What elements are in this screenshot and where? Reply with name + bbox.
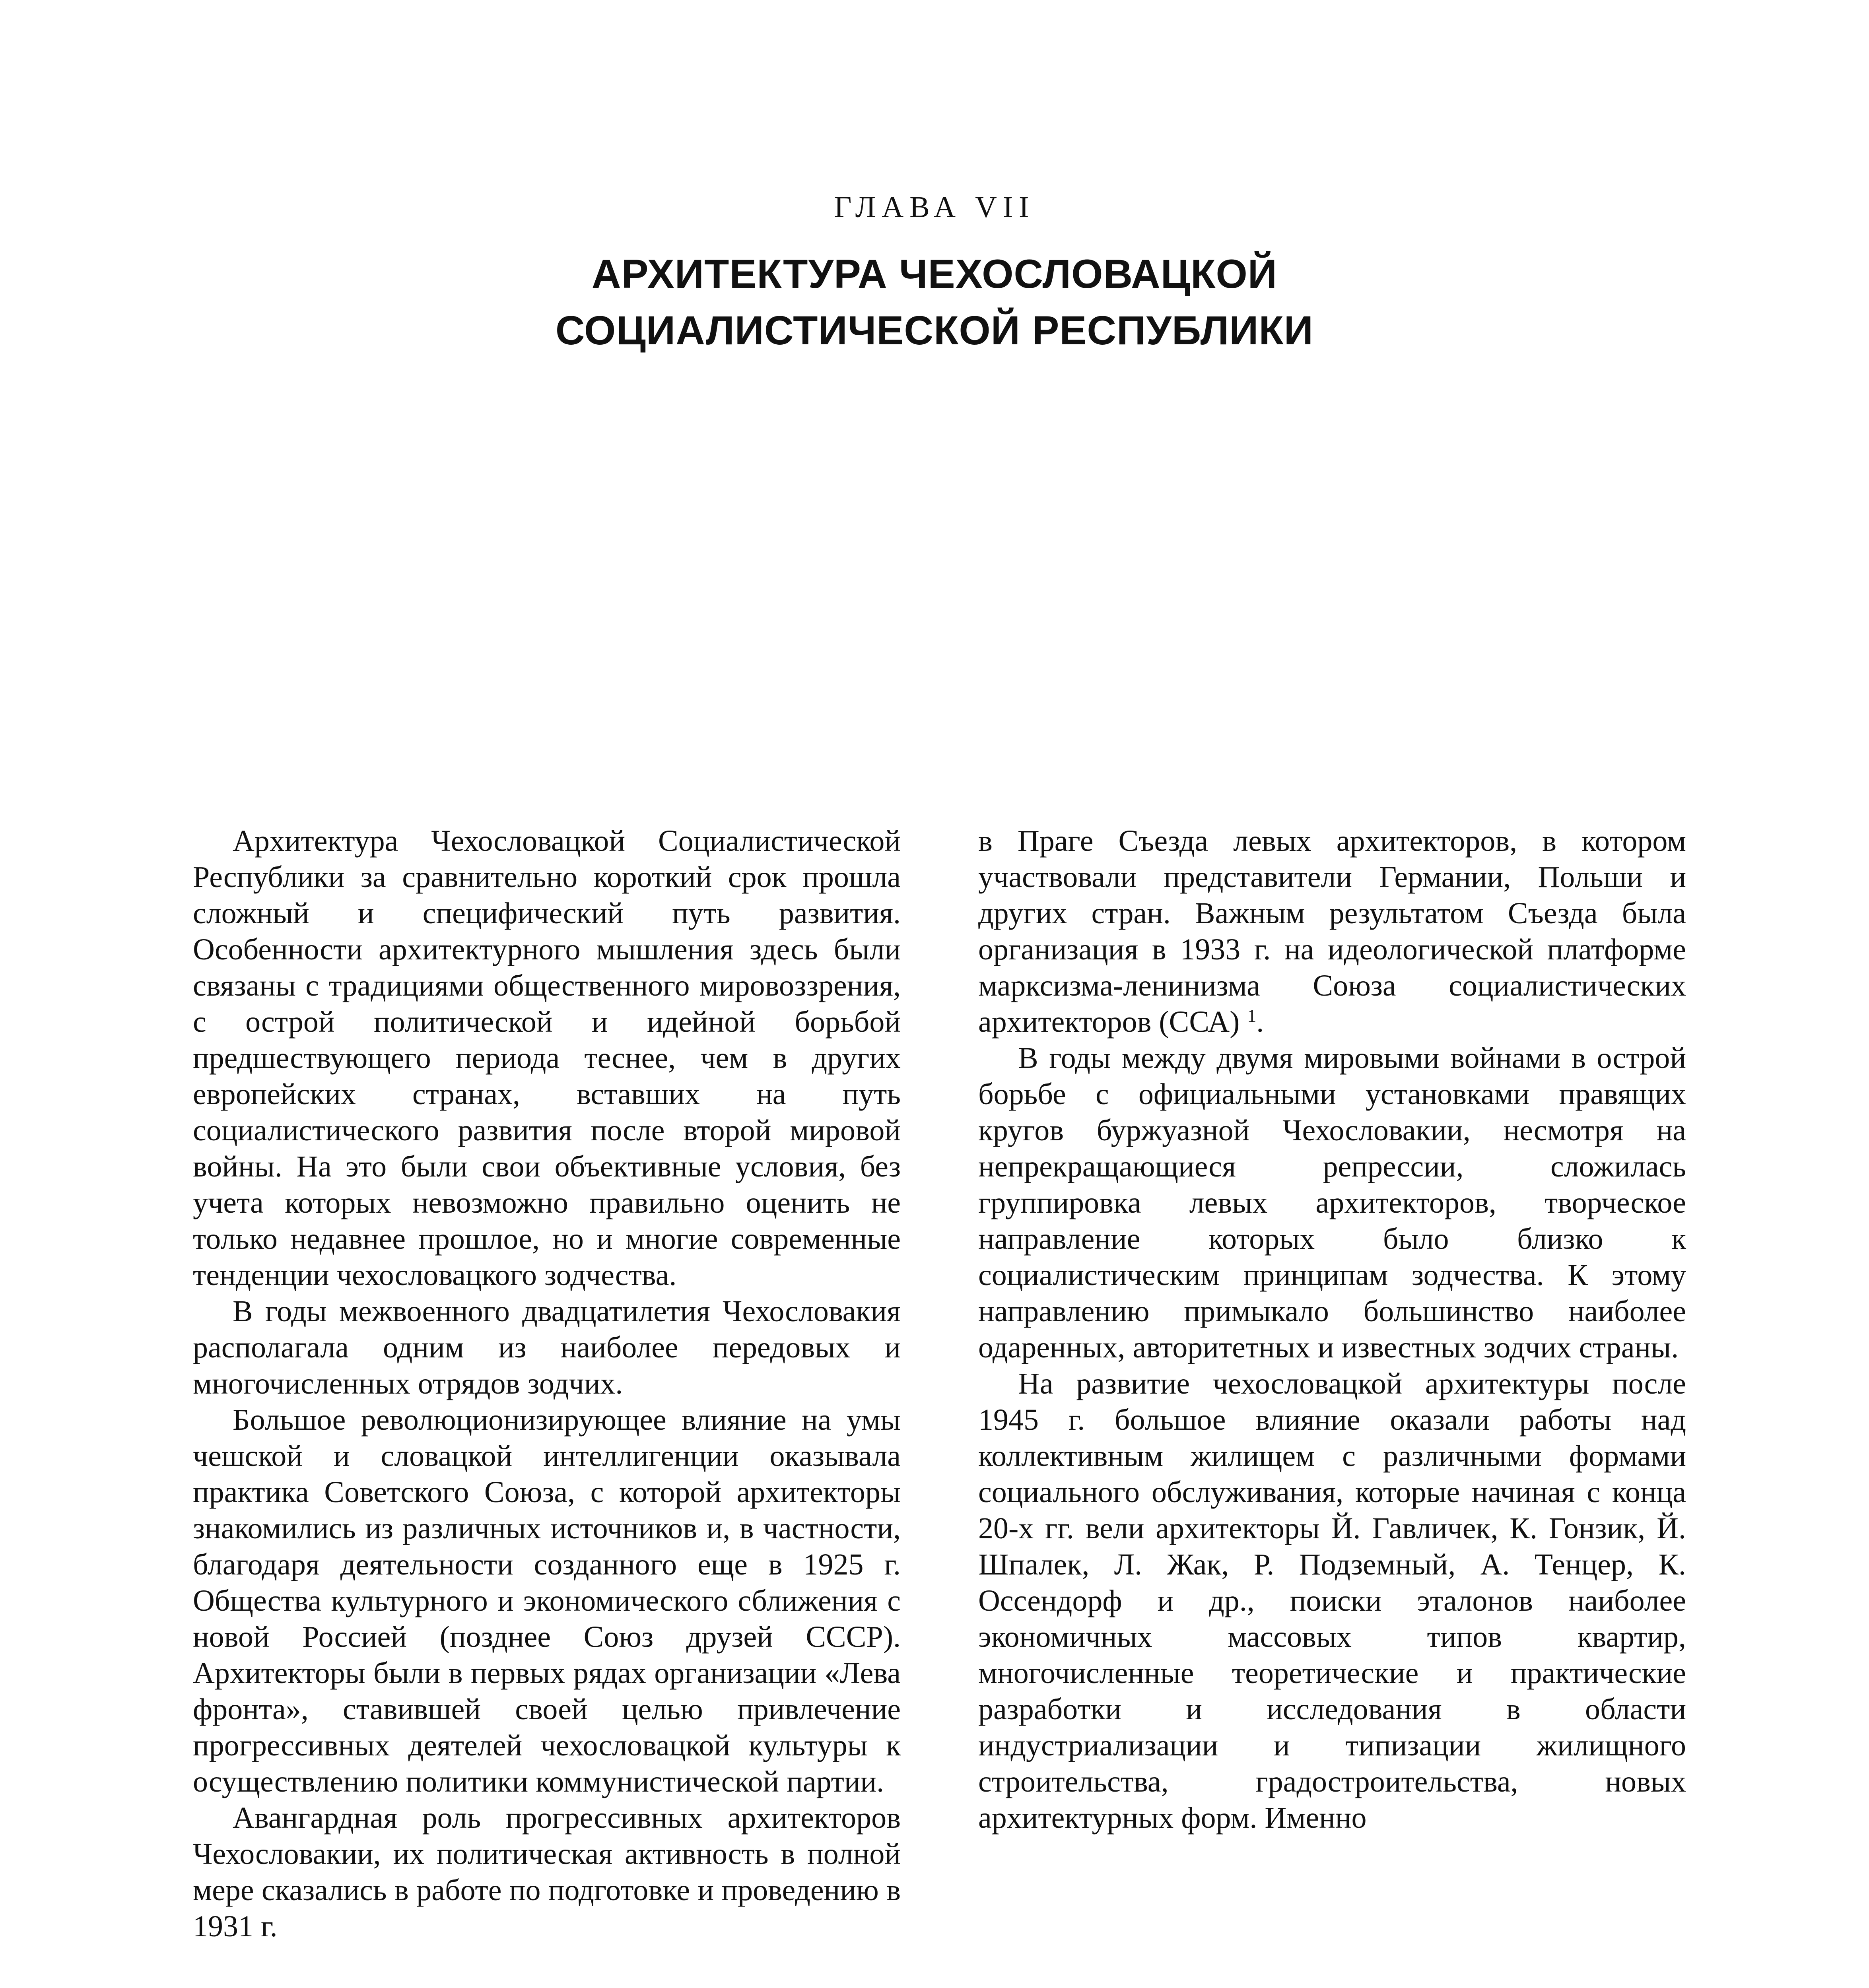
chapter-title-line-2: СОЦИАЛИСТИЧЕСКОЙ РЕСПУБЛИКИ [555,308,1314,353]
paragraph: В годы между двумя мировыми войнами в острой борьбе с официальными установками правящих кругов буржуазной Чехословакии, несмотря на непрекращающиеся репрессии, сложилась группировка левых архитекторов, творческое направление которых было близко к социалистическим принципам зодчества. К этому направлению примыкало большинство наиболее одаренных, авторитетных и известных зодчих страны. [978,1041,1686,1364]
paragraph-continued [978,823,1686,1040]
footnote-reference[interactable]: 1 [1247,1005,1257,1026]
paragraph-end: . [1256,1005,1264,1039]
paragraph: Авангардная роль прогрессивных архитекторов Чехословакии, их политическая активность в полной мере сказались в работе по подготовке и проведению в 1931 г. [193,1801,901,1943]
paragraph: Архитектура Чехословацкой Социалистической Республики за сравнительно короткий срок прошла сложный и специфический путь развития. Особенности архитектурного мышления здесь были связаны с традициями общественного мировоззрения, с острой политической и идейной борьбой предшествующего периода теснее, чем в других европейских странах, вставших на путь социалистического развития после второй мировой войны. На это были свои объективные условия, без учета которых невозможно правильно оценить не только недавнее прошлое, но и многие современные тенденции чехословацкого зодчества. [193,824,901,1292]
paragraph-text: в Праге Съезда левых архитекторов, в котором участвовали представители Германии, Польши и других стран. Важным результатом Съезда была организация в 1933 г. на идеологической платформе марксизма-ленинизма Союза социалистических архитекторов (ССА) [978,824,1686,1039]
chapter-title-line-1: АРХИТЕКТУРА ЧЕХОСЛОВАЦКОЙ [591,251,1278,297]
chapter-label: ГЛАВА VII [834,190,1035,224]
paragraph: В годы межвоенного двадцатилетия Чехословакия располагала одним из наиболее передовых и многочисленных отрядов зодчих. [193,1295,901,1400]
paragraph: На развитие чехословацкой архитектуры после 1945 г. большое влияние оказали работы над коллективным жилищем с различными формами социального обслуживания, которые начиная с конца 20-х гг. вели архитекторы Й. Гавличек, К. Гонзик, Й. Шпалек, Л. Жак, Р. Подземный, А. Тенцер, К. Оссендорф и др., поиски эталонов наиболее экономичных массовых типов квартир, многочисленные теоретические и практические разработки и исследования в области индустриализации и типизации жилищного строительства, градостроительства, новых архитектурных форм. Именно [978,1367,1686,1835]
chapter-title [0,246,1869,359]
left-text-column [193,823,901,1945]
paragraph: Большое революционизирующее влияние на умы чешской и словацкой интеллигенции оказывала практика Советского Союза, с которой архитекторы знакомились из различных источников и, в частности, благодаря деятельности созданного еще в 1925 г. Общества культурного и экономического сближения с новой Россией (позднее Союз друзей СССР). Архитекторы были в первых рядах организации «Лева фронта», ставившей своей целью привлечение прогрессивных деятелей чехословацкой культуры к осуществлению политики коммунистической партии. [193,1403,901,1798]
right-text-column [978,823,1686,1836]
